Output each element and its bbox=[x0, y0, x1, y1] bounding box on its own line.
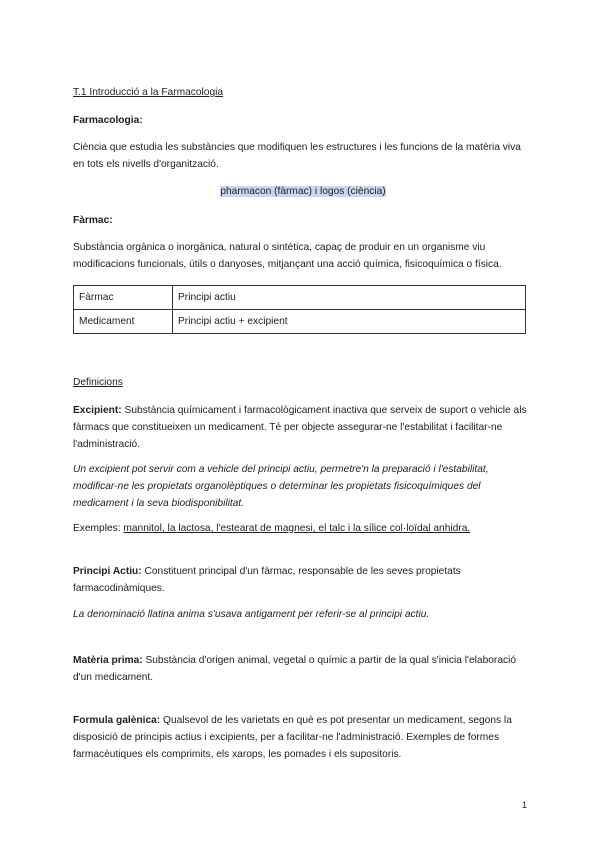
table-cell: Fàrmac bbox=[74, 286, 173, 310]
page-number: 1 bbox=[521, 800, 527, 810]
excipient-note: Un excipient pot servir com a vehicle del principi actiu, permetre'n la preparació i l'estabilitat, modificar-ne les propietats organolèptiques o determinar les propietats fisicoquímiques del medicament i la seva biodisponibilitat. bbox=[73, 464, 489, 509]
principi-actiu-term: Principi Actiu: bbox=[73, 566, 142, 577]
table-cell: Medicament bbox=[74, 310, 173, 334]
farmac-medicament-table bbox=[73, 285, 526, 334]
principi-actiu-definition: Principi Actiu: Constituent principal d'un fàrmac, responsable de les seves propietats farmacodinàmiques. bbox=[73, 566, 461, 594]
farmacologia-heading: Farmacologia: bbox=[73, 115, 143, 126]
table-cell: Principi actiu bbox=[173, 286, 526, 310]
excipient-term: Excipient: bbox=[73, 405, 122, 416]
formula-galenica-definition: Formula galènica: Qualsevol de les varietats en què es pot presentar un medicament, segons la disposició de principis actius i excipients, per a facilitar-ne l'administració. Exemples de formes farmacèutiques els comprimits, els xarops, les pomades i els supositoris. bbox=[73, 715, 512, 760]
formula-galenica-term: Formula galènica: bbox=[73, 715, 161, 726]
excipient-definition: Excipient: Substància químicament i farmacològicament inactiva que serveix de suport o vehicle als fàrmacs que constitueixen un medicament. Té per objecte assegurar-ne l'estabilitat i facilitar-ne l'administració. bbox=[73, 405, 527, 450]
etymology-highlight: pharmacon (fàrmac) i logos (ciència) bbox=[220, 186, 386, 197]
farmac-definition: Substància orgànica o inorgànica, natural o sintètica, capaç de produir en un organisme viu modificacions funcionals, útils o danyoses, mitjançant una acció química, fisicoquímica o física. bbox=[73, 242, 502, 270]
definicions-heading: Definicions bbox=[73, 377, 123, 388]
document-title: T.1 Introducció a la Farmacologia bbox=[73, 87, 224, 98]
farmac-heading: Fàrmac: bbox=[73, 215, 113, 226]
examples-list: mannitol, la lactosa, l'estearat de magnesi, el talc i la sílice col·loïdal anhidra. bbox=[123, 523, 471, 534]
materia-prima-definition: Matèria prima: Substància d'origen animal, vegetal o químic a partir de la qual s'inicia l'elaboració d'un medicament. bbox=[73, 655, 517, 683]
etymology-line bbox=[73, 183, 533, 200]
table-cell: Principi actiu + excipient bbox=[173, 310, 526, 334]
table-row bbox=[74, 310, 526, 334]
principi-actiu-note: La denominació llatina anima s'usava antigament per referir-se al principi actiu. bbox=[73, 609, 430, 620]
farmacologia-definition: Ciència que estudia les substàncies que modifiquen les estructures i les funcions de la matèria viva en tots els nivells d'organització. bbox=[73, 142, 521, 170]
table-row bbox=[74, 286, 526, 310]
excipient-examples: Exemples: mannitol, la lactosa, l'estearat de magnesi, el talc i la sílice col·loïdal anhidra. bbox=[73, 523, 471, 534]
materia-prima-term: Matèria prima: bbox=[73, 655, 143, 666]
